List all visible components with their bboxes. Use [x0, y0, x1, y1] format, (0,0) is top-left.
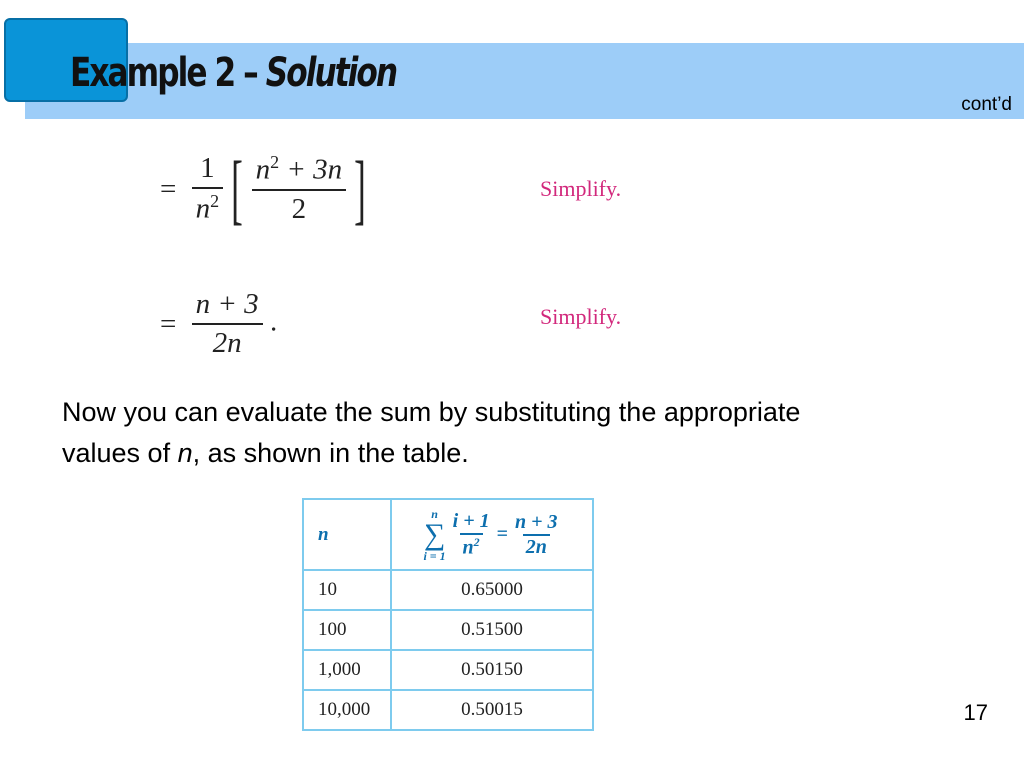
equals-sign: =	[160, 307, 177, 340]
equation-step-2	[160, 288, 277, 360]
header-frac1-denominator	[460, 533, 483, 559]
header-fraction-2	[512, 512, 561, 558]
body-text-end: , as shown in the table.	[192, 438, 469, 468]
cell-n: 10	[303, 570, 391, 610]
page-number: 17	[963, 700, 988, 725]
sum-lower-limit: i = 1	[423, 548, 446, 563]
result-numerator: n + 3	[195, 288, 259, 320]
body-paragraph	[62, 392, 862, 474]
header-fraction-1	[450, 511, 493, 559]
step-2-note: Simplify.	[540, 304, 622, 329]
body-variable: n	[177, 438, 193, 468]
inner-num-exponent: 2	[270, 152, 280, 173]
header-frac1-numerator: i + 1	[452, 509, 490, 532]
outer-denominator	[192, 187, 224, 226]
outer-fraction	[192, 152, 224, 226]
header-equals: =	[496, 523, 508, 545]
step-1-note: Simplify.	[540, 176, 622, 201]
table-row	[303, 570, 593, 610]
cell-value: 0.65000	[391, 570, 593, 610]
outer-numerator: 1	[200, 152, 215, 185]
header-frac2-denominator: 2n	[523, 534, 550, 558]
cell-value: 0.50150	[391, 650, 593, 690]
cell-n: 1,000	[303, 650, 391, 690]
header-frac1-den-base: n	[462, 536, 474, 559]
cell-value: 0.50015	[391, 690, 593, 730]
table-row	[303, 690, 593, 730]
outer-den-base: n	[195, 192, 211, 225]
body-text-start: Now you can evaluate the sum by substituting the appropriate values of	[62, 397, 801, 468]
sigma-icon: ∑	[423, 517, 446, 551]
outer-den-exponent: 2	[210, 191, 220, 212]
header-frac2-numerator: n + 3	[515, 510, 558, 533]
cell-n: 10,000	[303, 690, 391, 730]
equation-step-1	[160, 145, 367, 232]
summation-symbol	[423, 508, 445, 562]
result-fraction	[192, 288, 263, 360]
table-header-row	[303, 499, 593, 570]
header-formula	[391, 499, 593, 570]
continued-label: cont’d	[961, 94, 1012, 115]
table-row	[303, 610, 593, 650]
inner-num-rest: + 3n	[279, 153, 343, 186]
values-table	[302, 498, 594, 731]
result-denominator: 2n	[192, 323, 263, 360]
table-row	[303, 650, 593, 690]
header-n: n	[303, 499, 391, 570]
sum-upper-limit: n	[431, 506, 438, 521]
inner-num-var: n	[255, 153, 271, 186]
inner-numerator	[252, 152, 347, 189]
left-bracket: [	[231, 145, 244, 232]
equals-sign: =	[160, 172, 177, 205]
period: .	[269, 305, 278, 338]
inner-fraction	[252, 152, 347, 226]
slide-title	[70, 50, 396, 96]
inner-denominator: 2	[252, 189, 347, 226]
cell-value: 0.51500	[391, 610, 593, 650]
cell-n: 100	[303, 610, 391, 650]
slide-title-emphasis: Solution	[265, 50, 397, 96]
header-frac1-den-exp: 2	[473, 534, 480, 549]
slide-title-main: Example 2 –	[70, 50, 266, 96]
right-bracket: ]	[354, 145, 367, 232]
